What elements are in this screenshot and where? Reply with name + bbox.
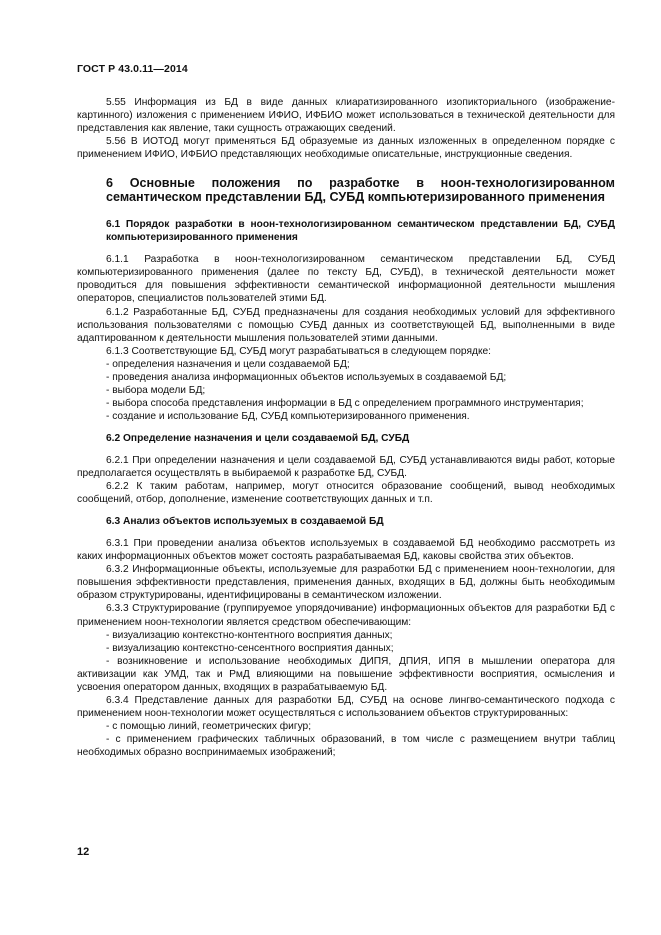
list-item: - определения назначения и цели создаваемой БД; (106, 358, 350, 370)
list-item: - выбора способа представления информации в БД с определением программного инструментария; (106, 397, 584, 409)
list-item: - возникновение и использование необходимых ДИПЯ, ДПИЯ, ИПЯ в мышлении оператора для активизации как УМД, так и РмД влияющими на повышение эффективности восприятия, осмысления и усвоения оператором данных, входящих в разрабатываемую БД. (77, 655, 615, 693)
subsection-heading-6-2: 6.2 Определение назначения и цели создаваемой БД, СУБД (106, 432, 410, 444)
list-item: - визуализацию контекстно-контентного восприятия данных; (106, 629, 393, 641)
subsection-heading-6-1: 6.1 Порядок разработки в ноон-технологизированном семантическом представлении БД, СУБД компьютеризированного применения (106, 219, 615, 244)
paragraph-6-1-2: 6.1.2 Разработанные БД, СУБД предназначены для создания необходимых условий для эффективного использования пользователями с помощью СУБД данных из соответствующей БД, выполненными в виде адаптированном к деятельности мышления пользователей этими данными. (77, 306, 615, 344)
paragraph-6-2-1: 6.2.1 При определении назначения и цели создаваемой БД, СУБД устанавливаются виды работ, которые предполагается осуществлять в выбираемой к разработке БД, СУБД. (77, 454, 615, 480)
paragraph-6-3-3: 6.3.3 Структурирование (группируемое упорядочивание) информационных объектов для разработки БД с применением ноон-технологии является средством обеспечивающим: (77, 603, 615, 628)
paragraph-6-1-1: 6.1.1 Разработка в ноон-технологизированном семантическом представлении БД, СУБД компьютеризированного применения (далее по тексту БД, СУБД), в технической деятельности может проводиться для повышения эффективности семантической информационной деятельности мышления операторов, специалистов пользователей этими БД. (77, 254, 615, 305)
list-item: - визуализацию контекстно-сенсентного восприятия данных; (106, 642, 394, 654)
list-item: - проведения анализа информационных объектов используемых в создаваемой БД; (106, 371, 507, 383)
section-heading-6: 6 Основные положения по разработке в ноон-технологизированном семантическом представлении БД, СУБД компьютеризированного применения (106, 176, 615, 205)
paragraph-6-2-2: 6.2.2 К таким работам, например, могут относится образование сообщений, вывод необходимых сообщений, отбор, дополнение, изменение соответствующих данных и т.п. (77, 481, 615, 506)
running-header-doc-id: ГОСТ Р 43.0.11—2014 (77, 63, 188, 75)
paragraph-5-56: 5.56 В ИОТОД могут применяться БД образуемые из данных изложенных в определенном порядке с применением ИФИО, ИФБИО представляющих необходимые описательные, инструкционные сведения. (77, 136, 615, 161)
list-item: - с применением графических табличных образований, в том числе с размещением внутри таблиц необходимых образно воспринимаемых изображений; (77, 733, 615, 758)
paragraph-5-55: 5.55 Информация из БД в виде данных клиаратизированного изопикториального (изображение-картинного) изложения с применением ИФИО, ИФБИО может использоваться в технической деятельности для представления как явление, таки сущность отражающих сведений. (77, 97, 615, 135)
paragraph-6-1-3: 6.1.3 Соответствующие БД, СУБД могут разрабатываться в следующем порядке: (106, 345, 492, 357)
subsection-heading-6-3: 6.3 Анализ объектов используемых в создаваемой БД (106, 516, 384, 528)
list-item: - создание и использование БД, СУБД компьютеризированного применения. (106, 410, 470, 422)
page-content (77, 96, 615, 759)
paragraph-6-3-1: 6.3.1 При проведении анализа объектов используемых в создаваемой БД необходимо рассмотреть из каких информационных объектов может состоять разрабатываемая БД, каковы свойства этих объектов. (77, 538, 615, 563)
list-item: - с помощью линий, геометрических фигур; (106, 720, 312, 732)
page-number: 12 (77, 846, 90, 858)
list-item: - выбора модели БД; (106, 384, 206, 396)
paragraph-6-3-4: 6.3.4 Представление данных для разработки БД, СУБД на основе лингво-семантического подхода с применением ноон-технологии может осуществляться с использованием объектов структурированных: (77, 694, 615, 719)
paragraph-6-3-2: 6.3.2 Информационные объекты, используемые для разработки БД с применением ноон-технологии, для повышения эффективности представления, применения данных, входящих в БД, должны быть необходимым образом структурированы, идентифицированы в семантическом изложении. (77, 564, 615, 602)
